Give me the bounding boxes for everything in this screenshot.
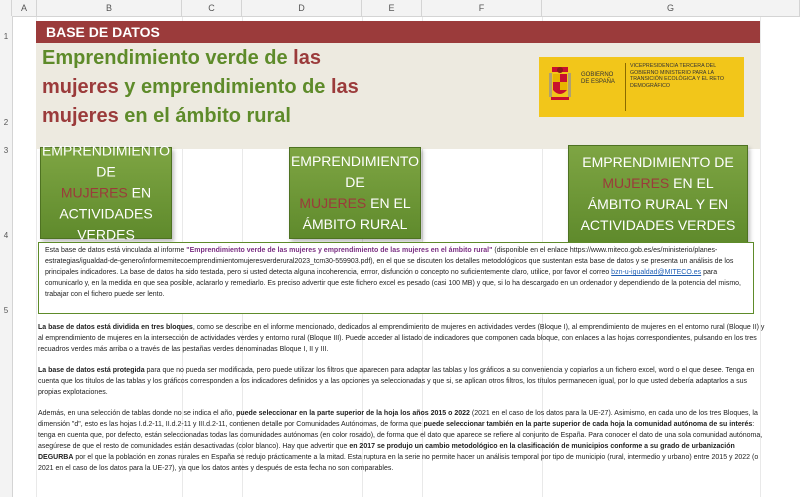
coat-of-arms-icon <box>547 65 573 105</box>
column-header-d[interactable]: D <box>242 0 362 16</box>
email-link[interactable]: bzn-u-igualdad@MITECO.es <box>611 269 702 276</box>
report-title: "Emprendimiento verde de las mujeres y emprendimiento de las mujeres en el ámbito rural" <box>186 247 493 254</box>
column-header-a[interactable]: A <box>12 0 37 16</box>
row-header-3[interactable]: 3 <box>3 146 9 155</box>
column-header-g[interactable]: G <box>542 0 800 16</box>
row-header-4[interactable]: 4 <box>3 231 9 240</box>
column-header-c[interactable]: C <box>182 0 242 16</box>
row-header-5[interactable]: 5 <box>3 306 9 315</box>
section-bar <box>36 21 760 43</box>
gobierno-text: GOBIERNO DE ESPAÑA <box>581 72 615 85</box>
column-header-f[interactable]: F <box>422 0 542 16</box>
column-header-e[interactable]: E <box>362 0 422 16</box>
corner-cell[interactable] <box>0 0 12 16</box>
block-ii-button[interactable]: EMPRENDIMIENTO DE MUJERES EN EL ÁMBITO RURAL <box>289 147 421 239</box>
government-logo <box>539 57 744 117</box>
block-iii-button[interactable]: EMPRENDIMIENTO DE MUJERES EN EL ÁMBITO RURAL Y EN ACTIVIDADES VERDES <box>568 145 748 243</box>
row-header-1[interactable]: 1 <box>3 32 9 41</box>
info-box: Esta base de datos está vinculada al informe "Emprendimiento verde de las mujeres y emprendimiento de las mujeres en el ámbito rural" (disponible en el enlace https://www.miteco.gob.es/es/ministerio/planes-estrategias/igualdad-de-genero/informemitecoemprendimientomujeresverderural2023_tcm30-559903.pdf), en el que se discuten los detalles metodológicos que sustentan esta base de datos y se presenta un análisis de los principales indicadores. La base de datos ha sido testada, pero si usted detecta alguna incoherencia, errror, disfunción o concepto no suficientemente claro, utilice, por favor el correo bzn-u-igualdad@MITECO.es para comunicarlo y, en la medida en que sea posible, aclararlo y remediarlo. Es preciso advertir que este fichero excel es pesado (casi 100 MB) y que, si lo ha descargado en un ordenador y dependiendo de la potencia del mismo, trabajar con el fichero puede ser lento. <box>38 242 754 314</box>
paragraph-protection: La base de datos está protegida para que no pueda ser modificada, pero puede utilizar los filtros que aparecen para adaptar las tablas y los gráficos a su conveniencia y copiarlos a un fichero excel, word o el que desee. Tenga en cuenta que los títulos de las tablas y los gráficos corresponden a los indicadores definidos y a las opciones ya seleccionadas y que si, se aplican otros filtros, los títulos permanecen igual, por lo que usted debería adaptarlos a sus propias explotaciones. <box>38 367 755 396</box>
logo-divider <box>625 63 626 111</box>
title-banner <box>36 43 760 149</box>
paragraph-blocks: La base de datos está dividida en tres bloques, como se describe en el informe mencionado, dedicados al emprendimiento de mujeres en actividades verdes (Bloque I), al emprendimiento de mujeres en el entorno rural (Bloque II) y al emprendimiento de mujeres en la intersección de actividades verdes y entorno rural (Bloque III). Puede acceder al listado de indicadores que componen cada bloque, con enlaces a las hojas correspondientes, pulsando en los tres recuadros verdes más arriba o a través de las pestañas verdes denominadas Bloque I, II y III. <box>38 324 765 353</box>
worksheet[interactable] <box>12 17 800 497</box>
block-i-button[interactable]: EMPRENDIMIENTO DE MUJERES EN ACTIVIDADES VERDES <box>41 142 171 243</box>
page-title: Emprendimiento verde de las mujeres y emprendimiento de las mujeres en el ámbito rural <box>42 47 359 127</box>
column-header-bar <box>0 0 800 17</box>
row-header-2[interactable]: 2 <box>3 118 9 127</box>
paragraph-selection: Además, en una selección de tablas donde no se indica el año, puede seleccionar en la parte superior de la hoja los años 2015 o 2022 (2021 en el caso de los datos para la UE-27). Asimismo, en cada uno de los tres Bloques, la dimensión "d", esto es las hojas I.d.2-11, II.d.2-11 y III.d.2-11, contienen detalle por Comunidades Autónomas, de forma que puede seleccionar también en la parte superior de cada hoja la comunidad autónoma de su interés: tenga en cuenta que, por defecto, están seleccionadas todas las comunidades autónomas (en color rosado), de forma que el dato que aparece se refiere al conjunto de España. Para conocer el dato de una sola comunidad autónoma, asegúrese de que el resto de comunidades están desactivadas (color blanco). Hay que advertir que en 2017 se produjo un cambio metodológico en la clasificación de municipios conforme a su grado de urbanización DEGURBA por el que la población en zonas rurales en España se redujo prácticamente a la mitad. Esta ruptura en la serie no permite hacer un análisis temporal por tipo de municipio (rural, intermedio y urbano) entre 2015 y 2022 (o 2021 en el caso de los datos para la UE-27), ya que los datos antes y después de esta fecha no son comparables. <box>38 410 763 472</box>
column-header-b[interactable]: B <box>37 0 182 16</box>
section-label: BASE DE DATOS <box>46 24 160 40</box>
ministry-text: VICEPRESIDENCIA TERCERA DEL GOBIERNO MINISTERIO PARA LA TRANSICIÓN ECOLÓGICA Y EL RETO DEMOGRÁFICO <box>630 63 724 89</box>
